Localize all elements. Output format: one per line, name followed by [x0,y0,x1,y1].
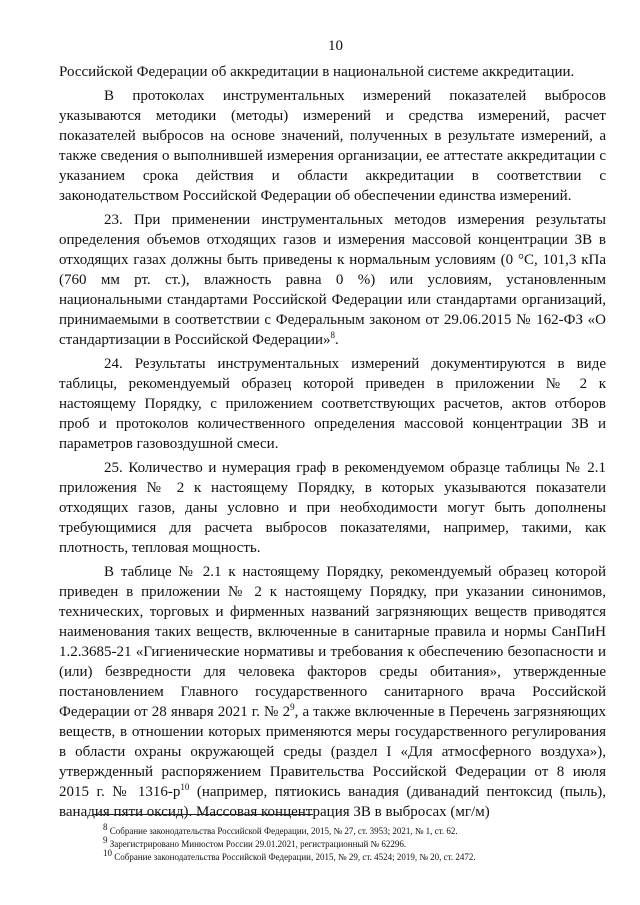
paragraph-text: 24. Результаты инструментальных измерений документируются в виде таблицы, рекомендуемый образец которой приведен в приложении № 2 к настоящему Порядку, с приложением соответствующих расчетов, актов отборов проб и протоколов количественного определения массовой концентрации ЗВ и параметров газовоздушной смеси. [59,356,606,452]
footnote-reference: 8 [330,330,336,340]
footnote-mark: 8 [103,822,108,832]
footnote-mark: 10 [103,848,112,858]
footnotes [103,814,608,864]
footnote-reference: 9 [290,702,295,712]
body-text [59,62,606,822]
paragraph-text: 25. Количество и нумерация граф в рекомендуемом образце таблицы № 2.1 приложения № 2 к настоящему Порядку, в которых указываются показатели отходящих газов, даны условно и при необходимости могут быть дополнены требующимися для расчета выбросов показателями, например, такими, как плотность, тепловая мощность. [59,460,606,556]
paragraph-text: . [335,332,339,348]
paragraph-text: 23. При применении инструментальных методов измерения результаты определения объемов отходящих газов и измерения массовой концентрации ЗВ в отходящих газах должны быть приведены к нормальным условиям (0 °С, 101,3 кПа (760 мм рт. ст.), влажность равна 0 %) или условиям, установленным национальными стандартами Российской Федерации или стандартами организаций, принимаемыми в соответствии с Федеральным законом от 29.06.2015 № 162-ФЗ «О стандартизации в Российской Федерации» [59,212,606,348]
paragraph-text: В таблице № 2.1 к настоящему Порядку, рекомендуемый образец которой приведен в приложении № 2 к настоящему Порядку, при указании синонимов, технических, торговых и фирменных названий загрязняющих веществ приводятся наименования таких веществ, включенные в санитарные правила и нормы СанПиН 1.2.3685-21 «Гигиенические нормативы и требования к обеспечению безопасности и (или) безвредности для человека факторов среды обитания», утвержденные постановлением Главного государственного санитарного врача Российской Федерации от 28 января 2021 г. № 2 [59,564,606,720]
paragraph-text: , а также включенные в Перечень загрязняющих веществ, в отношении которых применяются меры государственного регулирования в области охраны окружающей среды (раздел I «Для атмосферного воздуха»), утвержденный распоряжением Правительства Российской Федерации от 8 июля 2015 г. № 1316-р [59,704,606,800]
footnote-text: Собрание законодательства Российской Федерации, 2015, № 29, ст. 4524; 2019, № 20, ст. 2472. [112,852,476,862]
paragraph-p0 [59,62,606,82]
footnote-10 [103,848,608,864]
paragraph-p5 [59,562,606,822]
footnote-mark: 9 [103,835,108,845]
paragraph-p1 [59,86,606,206]
footnote-separator [93,814,313,815]
paragraph-p3 [59,354,606,454]
paragraph-text: Российской Федерации об аккредитации в национальной системе аккредитации. [59,64,575,80]
footnote-text: Зарегистрировано Минюстом России 29.01.2021, регистрационный № 62296. [107,839,407,849]
footnote-9 [103,835,608,851]
footnote-8 [103,822,608,838]
page-number: 10 [328,38,343,54]
footnote-reference: 10 [180,782,190,792]
footnote-text: Собрание законодательства Российской Федерации, 2015, № 27, ст. 3953; 2021, № 1, ст. 62. [107,826,458,836]
paragraph-p2 [59,210,606,350]
paragraph-text: В протоколах инструментальных измерений показателей выбросов указываются методики (методы) измерений и средства измерений, расчет показателей выбросов на основе значений, полученных в результате измерений, а также сведения о выполнившей измерения организации, ее аттестате аккредитации с указанием срока действия и области аккредитации в соответствии с законодательством Российской Федерации об обеспечении единства измерений. [59,88,606,204]
paragraph-text: (например, пятиокись ванадия (диванадий пентоксид (пыль), ванадия пяти оксид). Массовая концентрация ЗВ в выбросах (мг/м) [59,784,606,820]
paragraph-p4 [59,458,606,558]
